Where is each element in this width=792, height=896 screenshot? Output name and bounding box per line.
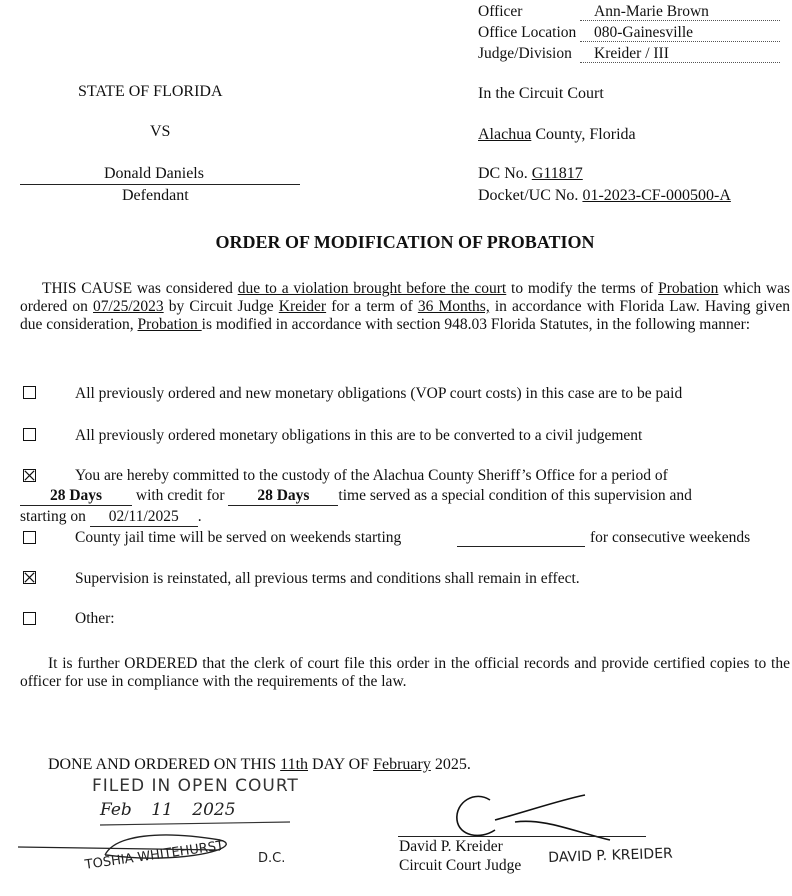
custody-period: 28 Days bbox=[20, 487, 132, 506]
defendant-label: Defendant bbox=[122, 187, 189, 204]
intro-judge: Kreider bbox=[278, 298, 327, 315]
judge-division-value: Kreider / III bbox=[594, 45, 669, 62]
custody-start-date: 02/11/2025 bbox=[90, 508, 198, 527]
weekends-text-2: for consecutive weekends bbox=[590, 529, 751, 546]
custody-period-end: . bbox=[197, 508, 202, 525]
intro-t4: by Circuit Judge bbox=[163, 298, 279, 315]
intro-t1: THIS CAUSE was considered bbox=[42, 280, 238, 297]
intro-term: 36 Months, bbox=[417, 298, 490, 315]
dc-number bbox=[478, 165, 583, 183]
custody-text-1: You are hereby committed to the custody of the Alachua County Sheriff’s Office for a period of bbox=[75, 467, 668, 484]
monetary-text: All previously ordered and new monetary obligations (VOP court costs) in this case are to be paid bbox=[75, 385, 683, 402]
done-t3: 2025. bbox=[430, 756, 471, 773]
intro-sentence-type-2: Probation bbox=[137, 316, 202, 333]
done-day: 11th bbox=[280, 756, 309, 773]
dc-label: DC No. bbox=[478, 165, 532, 182]
weekends-checkbox[interactable] bbox=[23, 531, 36, 544]
filed-stamp: FILED IN OPEN COURT bbox=[92, 776, 299, 796]
custody-period-line bbox=[20, 487, 692, 506]
intro-t5: for a term of bbox=[326, 298, 418, 315]
intro-order-date: 07/25/2023 bbox=[93, 298, 164, 315]
done-and-ordered bbox=[48, 756, 471, 774]
other-text: Other: bbox=[75, 610, 115, 627]
intro-t2: to modify the terms of bbox=[506, 280, 659, 297]
intro-t6: in accordance with Florida Law. Having given due consideration, bbox=[20, 298, 790, 333]
defendant-line bbox=[20, 184, 300, 185]
clerk-title: D.C. bbox=[258, 851, 286, 866]
done-t2: DAY OF bbox=[308, 756, 374, 773]
defendant-name: Donald Daniels bbox=[104, 165, 204, 182]
custody-with-credit: with credit for bbox=[135, 487, 225, 504]
intro-t3: which was ordered on bbox=[20, 280, 790, 315]
county-line bbox=[478, 126, 636, 144]
custody-starting-on: starting on bbox=[20, 508, 86, 525]
clerk-name: TOSHIA WHITEHURST bbox=[84, 838, 225, 873]
office-location-line bbox=[580, 41, 780, 42]
custody-credit: 28 Days bbox=[228, 487, 338, 506]
docket-label: Docket/UC No. bbox=[478, 187, 583, 204]
county-rest: County, Florida bbox=[531, 126, 636, 143]
reinstated-text: Supervision is reinstated, all previous terms and conditions shall remain in effect. bbox=[75, 570, 580, 587]
done-t1: DONE AND ORDERED ON THIS bbox=[48, 756, 281, 773]
monetary-checkbox[interactable] bbox=[23, 386, 36, 399]
judge-stamp: DAVID P. KREIDER bbox=[548, 845, 674, 866]
further-ordered-paragraph: It is further ORDERED that the clerk of court file this order in the official records and provide certified copies to the officer for use in compliance with the requirements of the law. bbox=[20, 655, 790, 690]
docket-number bbox=[478, 187, 731, 205]
civil-judgement-checkbox[interactable] bbox=[23, 428, 36, 441]
court-name: In the Circuit Court bbox=[478, 85, 604, 102]
judge-division-line bbox=[580, 62, 780, 63]
custody-start-line bbox=[20, 508, 202, 527]
officer-label: Officer bbox=[478, 3, 523, 20]
stamp-handwritten-date: Feb 11 2025 bbox=[100, 800, 236, 820]
judge-name: David P. Kreider bbox=[399, 838, 503, 855]
done-month: February bbox=[373, 756, 431, 773]
civil-judgement-text: All previously ordered monetary obligations in this are to be converted to a civil judgement bbox=[75, 427, 643, 444]
intro-t7: is modified in accordance with section 948.03 Florida Statutes, in the following manner: bbox=[201, 316, 751, 333]
weekends-blank[interactable] bbox=[457, 546, 585, 547]
officer-line bbox=[580, 20, 780, 21]
intro-sentence-type: Probation bbox=[658, 280, 719, 297]
judge-division-label: Judge/Division bbox=[478, 45, 572, 62]
page-title: ORDER OF MODIFICATION OF PROBATION bbox=[215, 232, 595, 252]
other-checkbox[interactable] bbox=[23, 612, 36, 625]
county-name: Alachua bbox=[478, 126, 532, 143]
custody-checkbox[interactable] bbox=[23, 469, 36, 482]
intro-paragraph bbox=[20, 280, 790, 334]
weekends-text-1: County jail time will be served on weekends starting bbox=[75, 529, 402, 546]
office-location-label: Office Location bbox=[478, 24, 577, 41]
judge-signature-line bbox=[398, 836, 646, 837]
docket-value: 01-2023-CF-000500-A bbox=[582, 187, 731, 204]
vs-label: VS bbox=[150, 123, 171, 140]
officer-value: Ann-Marie Brown bbox=[594, 3, 709, 20]
reinstated-checkbox[interactable] bbox=[23, 571, 36, 584]
judge-title: Circuit Court Judge bbox=[399, 857, 522, 874]
state-of-florida: STATE OF FLORIDA bbox=[78, 83, 223, 100]
intro-reason: due to a violation brought before the court bbox=[237, 280, 507, 297]
office-location-value: 080-Gainesville bbox=[594, 24, 694, 41]
custody-text-2: time served as a special condition of this supervision and bbox=[338, 487, 692, 504]
dc-value: G11817 bbox=[531, 165, 583, 182]
